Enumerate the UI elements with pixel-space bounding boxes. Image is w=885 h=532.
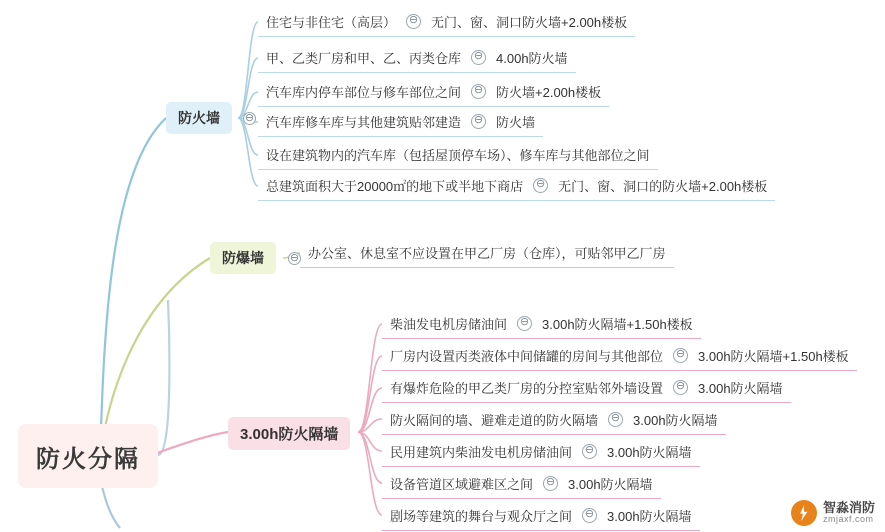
leaf-left-text: 设备管道区域避难区之间 <box>390 477 534 492</box>
list-item[interactable] <box>382 310 701 339</box>
leaf-left-text: 汽车库修车库与其他建筑贴邻建造 <box>266 115 462 130</box>
leaf-right-text: 3.00h防火隔墙+1.50h楼板 <box>698 349 849 364</box>
collapse-icon[interactable]: ⊖ <box>517 316 532 331</box>
list-item[interactable] <box>300 239 674 268</box>
collapse-icon[interactable]: ⊖ <box>543 476 558 491</box>
leaf-right-text: 防火墙 <box>496 115 536 130</box>
collapse-icon-explosionproof[interactable]: ⊖ <box>289 252 300 264</box>
list-item[interactable] <box>258 141 658 170</box>
leaf-left-text: 总建筑面积大于20000㎡的地下或半地下商店 <box>266 179 524 194</box>
leaf-right-text: 3.00h防火隔墙 <box>568 477 653 492</box>
root-node[interactable] <box>18 424 158 488</box>
collapse-icon[interactable]: ⊖ <box>406 14 421 29</box>
list-item[interactable] <box>258 172 775 201</box>
collapse-icon[interactable]: ⊖ <box>673 348 688 363</box>
branch-firewall-label: 防火墙 <box>178 110 220 126</box>
collapse-icon[interactable]: ⊖ <box>533 178 548 193</box>
leaf-left-text: 防火隔间的墙、避难走道的防火隔墙 <box>390 413 599 428</box>
collapse-icon[interactable]: ⊖ <box>471 84 486 99</box>
list-item[interactable] <box>382 342 857 371</box>
leaf-left-text: 民用建筑内柴油发电机房储油间 <box>390 445 573 460</box>
leaf-left-text: 甲、乙类厂房和甲、乙、丙类仓库 <box>266 51 462 66</box>
collapse-icon-firewall[interactable]: ⊖ <box>244 112 255 124</box>
branch-partition[interactable] <box>228 417 350 450</box>
collapse-icon[interactable]: ⊖ <box>673 380 688 395</box>
leaf-right-text: 3.00h防火隔墙 <box>607 509 692 524</box>
list-item[interactable] <box>258 78 609 107</box>
collapse-icon[interactable]: ⊖ <box>608 412 623 427</box>
watermark <box>791 500 875 526</box>
leaf-right-text: 无门、窗、洞口的防火墙+2.00h楼板 <box>558 179 768 194</box>
list-item[interactable] <box>258 8 635 37</box>
flame-bolt-logo-icon <box>791 500 817 526</box>
leaf-right-text: 3.00h防火隔墙 <box>698 381 783 396</box>
branch-explosionproof[interactable] <box>210 242 276 274</box>
list-item[interactable] <box>382 374 791 403</box>
list-item[interactable] <box>382 406 726 435</box>
leaf-right-text: 3.00h防火隔墙 <box>633 413 718 428</box>
collapse-icon[interactable]: ⊖ <box>582 508 597 523</box>
watermark-brand: 智淼消防 <box>822 500 875 516</box>
leaf-right-text: 3.00h防火隔墙+1.50h楼板 <box>542 317 693 332</box>
leaf-right-text: 无门、窗、洞口防火墙+2.00h楼板 <box>431 15 628 30</box>
leaf-left-text: 剧场等建筑的舞台与观众厅之间 <box>390 509 573 524</box>
list-item[interactable] <box>258 108 543 137</box>
leaf-left-text: 柴油发电机房储油间 <box>390 317 508 332</box>
branch-partition-label: 3.00h防火隔墙 <box>240 426 339 443</box>
list-item[interactable] <box>382 502 700 531</box>
branch-firewall[interactable] <box>166 102 232 134</box>
list-item[interactable] <box>382 438 700 467</box>
list-item[interactable] <box>258 44 576 73</box>
branch-explosionproof-label: 防爆墙 <box>222 250 264 266</box>
watermark-domain: zmjaxf.com <box>822 514 874 525</box>
leaf-left-text: 设在建筑物内的汽车库（包括屋顶停车场）、修车库与其他部位之间 <box>266 148 650 163</box>
watermark-text <box>823 501 875 524</box>
list-item[interactable] <box>382 470 661 499</box>
leaf-right-text: 3.00h防火隔墙 <box>607 445 692 460</box>
leaf-left-text: 厂房内设置丙类液体中间储罐的房间与其他部位 <box>390 349 664 364</box>
collapse-icon[interactable]: ⊖ <box>471 114 486 129</box>
leaf-left-text: 住宅与非住宅（高层） <box>266 15 397 30</box>
leaf-right-text: 防火墙+2.00h楼板 <box>496 85 602 100</box>
collapse-icon[interactable]: ⊖ <box>582 444 597 459</box>
leaf-right-text: 4.00h防火墙 <box>496 51 568 66</box>
root-label: 防火分隔 <box>36 445 140 473</box>
collapse-icon[interactable]: ⊖ <box>471 50 486 65</box>
leaf-left-text: 有爆炸危险的甲乙类厂房的分控室贴邻外墙设置 <box>390 381 664 396</box>
leaf-left-text: 办公室、休息室不应设置在甲乙厂房（仓库），可贴邻甲乙厂房 <box>308 246 666 261</box>
leaf-left-text: 汽车库内停车部位与修车部位之间 <box>266 85 462 100</box>
